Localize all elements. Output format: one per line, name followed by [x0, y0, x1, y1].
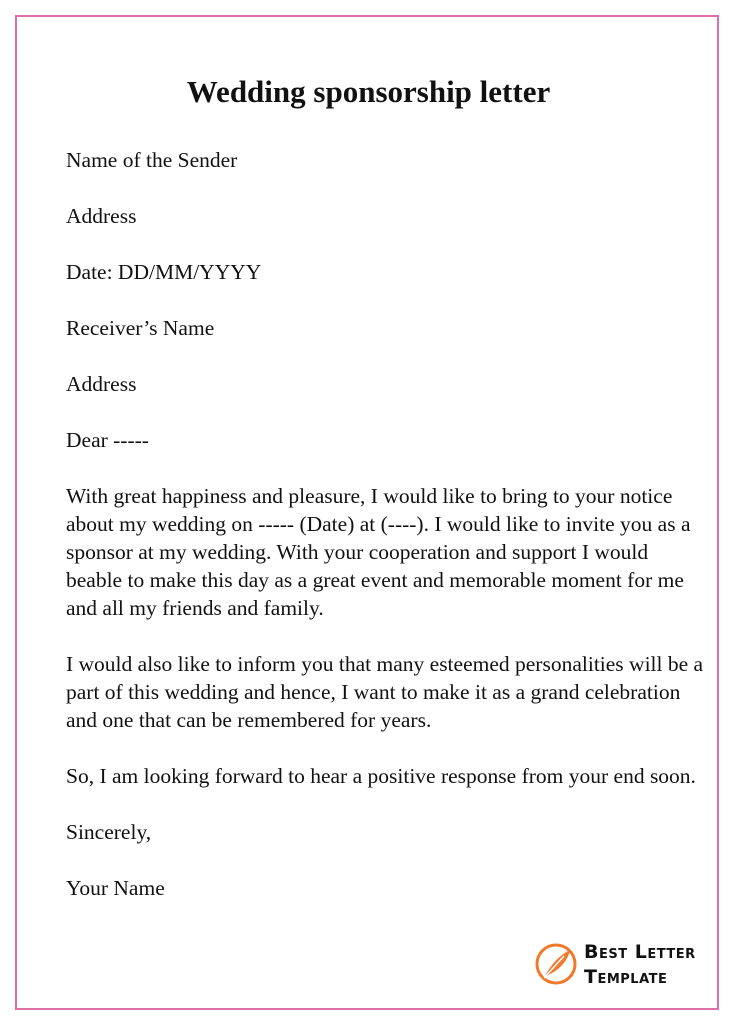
brand-line-1: Best Letter [584, 941, 696, 963]
brand-name [584, 940, 696, 990]
body-paragraph-1: With great happiness and pleasure, I would like to bring to your notice about my wedding on ----- (Date) at (----). I would like to invite you as a sponsor at my wedding. With your cooperation and support I would beable to make this day as a great event and memorable moment for me and all my friends and family. [66, 484, 691, 620]
sender-name: Name of the Sender [66, 148, 238, 172]
letter-title: Wedding sponsorship letter [186, 74, 551, 109]
letter-body [66, 146, 706, 930]
salutation: Dear ----- [66, 428, 149, 452]
signature: Your Name [66, 876, 165, 900]
body-paragraph-2: I would also like to inform you that many esteemed personalities will be a part of this wedding and hence, I want to make it as a grand celebration and one that can be remembered for years. [66, 652, 704, 732]
sender-address: Address [66, 204, 137, 228]
closing: Sincerely, [66, 820, 152, 844]
receiver-address: Address [66, 372, 137, 396]
feather-circle-icon [534, 942, 578, 986]
letter-date: Date: DD/MM/YYYY [66, 260, 262, 284]
brand-line-2: Template [584, 966, 668, 988]
body-paragraph-3: So, I am looking forward to hear a positive response from your end soon. [66, 764, 696, 788]
receiver-name: Receiver’s Name [66, 316, 215, 340]
brand-logo [534, 938, 694, 992]
